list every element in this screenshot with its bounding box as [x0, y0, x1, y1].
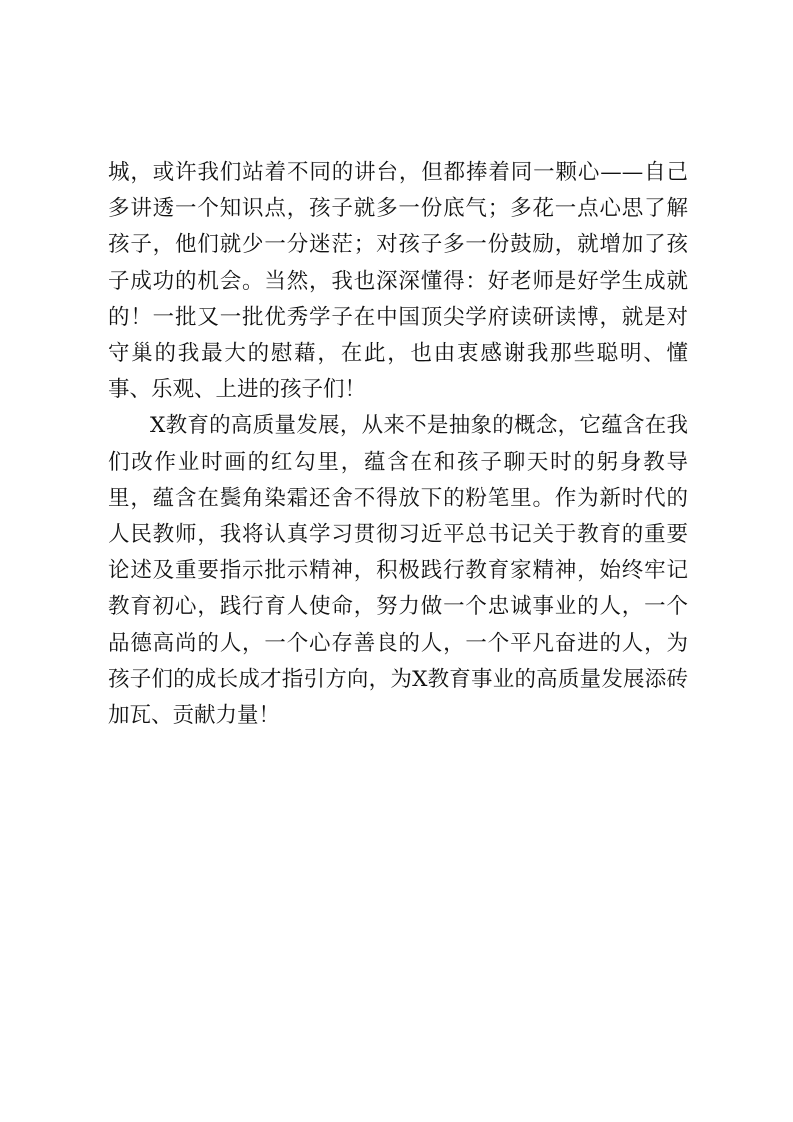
paragraph-education-development: X教育的高质量发展，从来不是抽象的概念，它蕴含在我们改作业时画的红勾里，蕴含在和孩子聊天时的躬身教导里，蕴含在鬓角染霜还舍不得放下的粉笔里。作为新时代的人民教师，我将认真学习贯彻习近平总书记关于教育的重要论述及重要指示批示精神，积极践行教育家精神，始终牢记教育初心，践行育人使命，努力做一个忠诚事业的人，一个品德高尚的人，一个心存善良的人，一个平凡奋进的人，为孩子们的成长成才指引方向，为X教育事业的高质量发展添砖加瓦、贡献力量！: [108, 413, 688, 729]
paragraph-continuation: 城，或许我们站着不同的讲台，但都捧着同一颗心——自己多讲透一个知识点，孩子就多一份底气；多花一点心思了解孩子，他们就少一分迷茫；对孩子多一份鼓励，就增加了孩子成功的机会。当然，我也深深懂得：好老师是好学生成就的！一批又一批优秀学子在中国顶尖学府读研读博，就是对守巢的我最大的慰藉，在此，也由衷感谢我那些聪明、懂事、乐观、上进的孩子们！: [108, 160, 688, 403]
document-body: [108, 155, 688, 734]
